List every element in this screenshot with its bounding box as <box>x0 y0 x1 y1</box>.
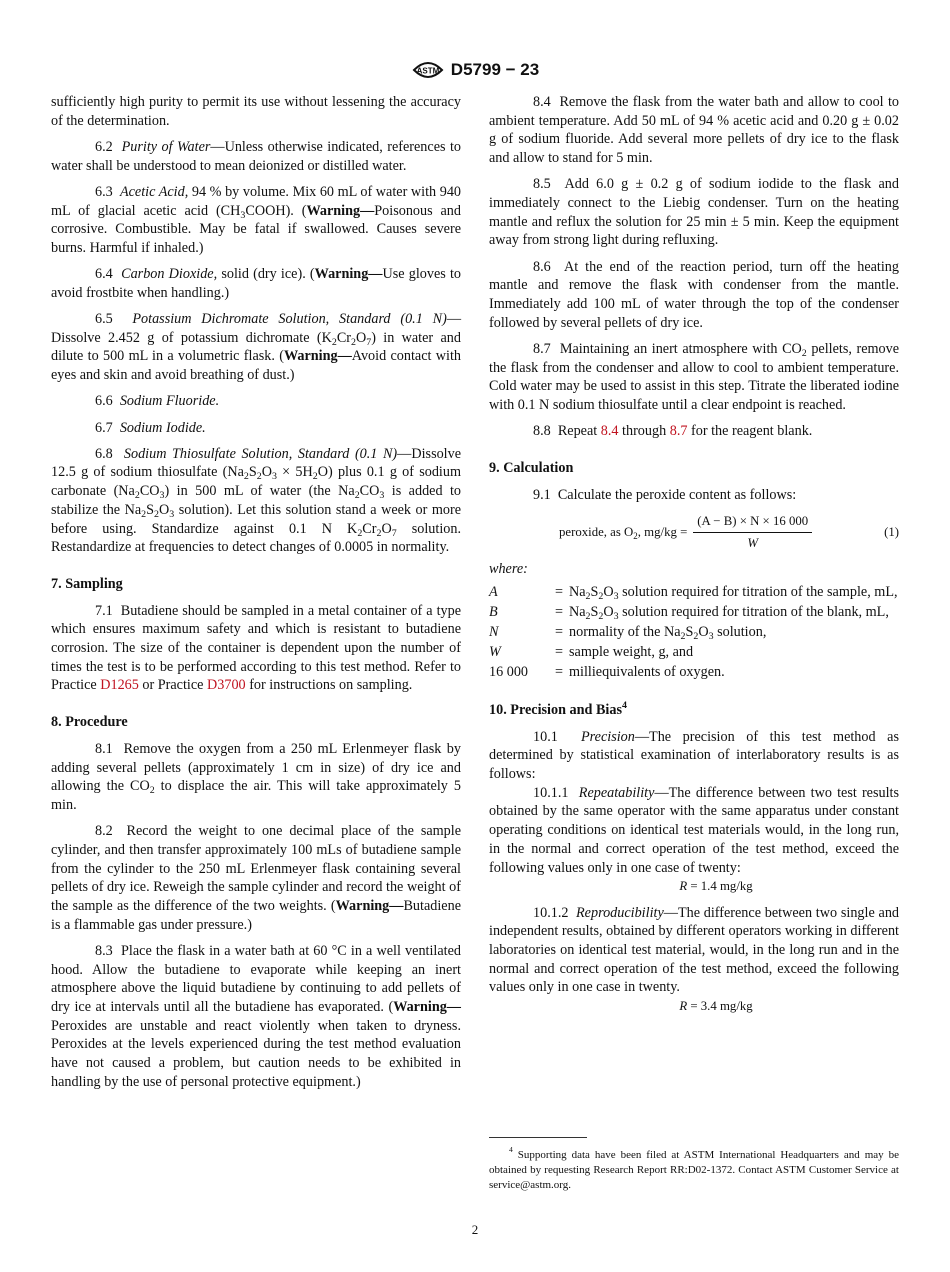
page-number: 2 <box>471 1222 479 1237</box>
section-8-3: 8.3 Place the flask in a water bath at 60 °C in a well ventilated hood. Allow the butadiene to evaporate while keeping an inert atmosphere above the liquid butadiene by continuing to add pellets of dry ice at intervals until all the butadiene has evaporated. (Warning—Peroxides are unstable and react violently when taken to dryness. Peroxides at the levels experienced during the test method evaluation have not caused a problem, but caution needs to be exhibited in handling by the use of personal protective equipment.) <box>51 942 461 1090</box>
variable-definitions <box>489 583 899 683</box>
right-column <box>489 93 899 1023</box>
section-8-2: 8.2 Record the weight to one decimal place of the sample cylinder, and then transfer approximately 100 mLs of butadiene sample from the cylinder to the 250 mL Erlenmeyer flask containing several pellets of dry ice. Reweigh the sample cylinder and record the weight of the sample as the difference of the two weights. (Warning—Butadiene is a flammable gas under pressure.) <box>51 823 462 933</box>
logo-text: ASTM <box>416 66 440 76</box>
link-d3700[interactable]: D3700 <box>207 677 246 694</box>
equation-denominator: W <box>747 535 759 550</box>
page-header <box>0 58 950 82</box>
where-row: N = normality of the $Na_2S_2O_3$ solution, <box>489 623 767 642</box>
section-10-1: 10.1 Precision—The precision of this test method as determined by statistical examination of interlaboratory results is as follows: <box>489 728 899 783</box>
equation-numerator: (A − B) × N × 16 000 <box>693 512 812 533</box>
section-6-6: 6.6 Sodium Fluoride. <box>95 393 220 410</box>
section-8-4: 8.4 Remove the flask from the water bath and allow to cool to ambient temperature. Add 50 mL of 94 % acetic acid and 0.20 g ± 0.02 g of sodium fluoride. Add several more pellets of dry ice to the flask and allow to stand for 5 min. <box>489 94 899 167</box>
repeatability-value: R = 1.4 mg/kg <box>679 879 753 894</box>
astm-logo-icon <box>411 58 445 82</box>
section-9-1: 9.1 Calculate the peroxide content as follows: <box>533 486 797 503</box>
section-heading-precision-bias: 10. Precision and Bias$^4$ <box>489 699 627 718</box>
section-10-1-2: 10.1.2 Reproducibility—The difference between two single and independent results, obtained by different operators working in different laboratories on identical test material, would, in the long run and in the normal and correct operation of the test method, exceed the following values only in one case in twenty. <box>489 904 900 996</box>
section-8-6: 8.6 At the end of the reaction period, turn off the heating mantle and remove the flask with condenser from the mantle. Immediately add 100 mL of water through the top of the condenser followed by several pellets of dry ice. <box>489 258 899 331</box>
section-6-2: 6.2 Purity of Water—Unless otherwise indicated, references to water shall be understood to mean deionized or distilled water. <box>51 138 461 174</box>
section-8-7: 8.7 Maintaining an inert atmosphere with $CO_2$ pellets, remove the flask from the condenser and allow to cool to ambient temperature. Cold water may be used to assist in this step. Titrate the liberated iodine with 0.1 N sodium thiosulfate until a clear endpoint is reached. <box>489 340 900 414</box>
section-7-1: 7.1 Butadiene should be sampled in a metal container of a type which ensures maximum safety and which is resistant to butadiene corrosion. The size of the container is dependent upon the number of times the test is to be performed according to this test method. Refer to Practice D1265 or Practice D3700 for instructions on sampling. <box>51 602 461 694</box>
where-row: B = $Na_2S_2O_3$ solution required for titration of the blank, mL, <box>489 603 889 622</box>
document-designation: D5799 − 23 <box>450 60 540 79</box>
section-8-1: 8.1 Remove the oxygen from a 250 mL Erlenmeyer flask by adding several pellets (approximately 1 cm in size) of dry ice and allowing the $CO_2$ to displace the air. This will take approximately 5 min. <box>51 740 461 813</box>
section-10-1-1: 10.1.1 Repeatability—The difference between two test results obtained by the same operator with the same apparatus under constant operating conditions on identical test materials would, in the long run, in the normal and correct operation of the test method, exceed the following values only in one case of twenty: <box>489 784 899 876</box>
footnote-rule <box>489 1137 587 1138</box>
section-6-3: 6.3 Acetic Acid, 94 % by volume. Mix 60 mL of water with 940 mL of glacial acetic acid $(CH_3COOH)$. (Warning—Poisonous and corrosive. Combustible. May be fatal if swallowed. Causes severe burns. Harmful if inhaled.) <box>51 183 462 256</box>
section-8-5: 8.5 Add 6.0 g ± 0.2 g of sodium iodide to the flask and immediately connect to the Liebig condenser. Turn on the heating mantle and reflux the solution for 25 min ± 5 min. Keep the equipment away from strong light during refluxing. <box>489 176 899 249</box>
where-row: A = $Na_2S_2O_3$ solution required for titration of the sample, mL, <box>489 583 898 602</box>
section-6-7: 6.7 Sodium Iodide. <box>95 419 206 436</box>
left-column <box>51 93 461 1099</box>
link-d1265[interactable]: D1265 <box>100 677 139 694</box>
where-row: W = sample weight, g, and <box>489 643 694 660</box>
footnote-4: $^4$ Supporting data have been filed at ASTM International Headquarters and may be obtained by requesting Research Report RR:D02-1372. Contact ASTM Customer Service at service@astm.org. <box>489 1145 899 1191</box>
section-heading-calculation: 9. Calculation <box>489 459 574 476</box>
section-6-5: 6.5 Potassium Dichromate Solution, Standard (0.1 N)—Dissolve 2.452 g of potassium dichromate $(K_2Cr_2O_7)$ in water and dilute to 500 mL in a volumetric flask. (Warning—Avoid contact with eyes and skin and avoid breathing of dust.) <box>51 311 461 384</box>
where-row: 16 000 = milliequivalents of oxygen. <box>489 663 725 680</box>
link-8-4[interactable]: 8.4 <box>600 423 619 440</box>
equation-number: (1) <box>884 524 899 539</box>
where-label: where: <box>489 561 528 578</box>
section-6-4: 6.4 Carbon Dioxide, solid (dry ice). (Warning—Use gloves to avoid frostbite when handling.) <box>51 266 462 301</box>
link-8-7[interactable]: 8.7 <box>669 423 688 440</box>
equation-1: peroxide, as $O_2$, mg/kg = $\frac{(A - B) \times N \times 16 000}{W}$ (1) <box>489 512 899 552</box>
section-8-8: 8.8 Repeat 8.4 through 8.7 for the reagent blank. <box>533 423 813 440</box>
reproducibility-value: R = 3.4 mg/kg <box>679 999 753 1014</box>
section-heading-procedure: 8. Procedure <box>51 714 128 731</box>
paragraph-intro: sufficiently high purity to permit its use without lessening the accuracy of the determination. <box>51 94 461 129</box>
section-heading-sampling: 7. Sampling <box>51 575 123 592</box>
section-6-8: 6.8 Sodium Thiosulfate Solution, Standard (0.1 N)—Dissolve 12.5 g of sodium thiosulfate $(Na_2S_2O_3 \times 5H_2O)$ plus 0.1 g of sodium carbonate $(Na_2CO_3)$ in 500 mL of water (the $Na_2CO_3$ is added to stabilize the $Na_2S_2O_3$ solution). Let this solution stand a week or more before using. Standardize against 0.1 N $K_2Cr_2O_7$ solution. Restandardize at frequencies to detect changes of 0.0005 in normality. <box>51 445 462 556</box>
